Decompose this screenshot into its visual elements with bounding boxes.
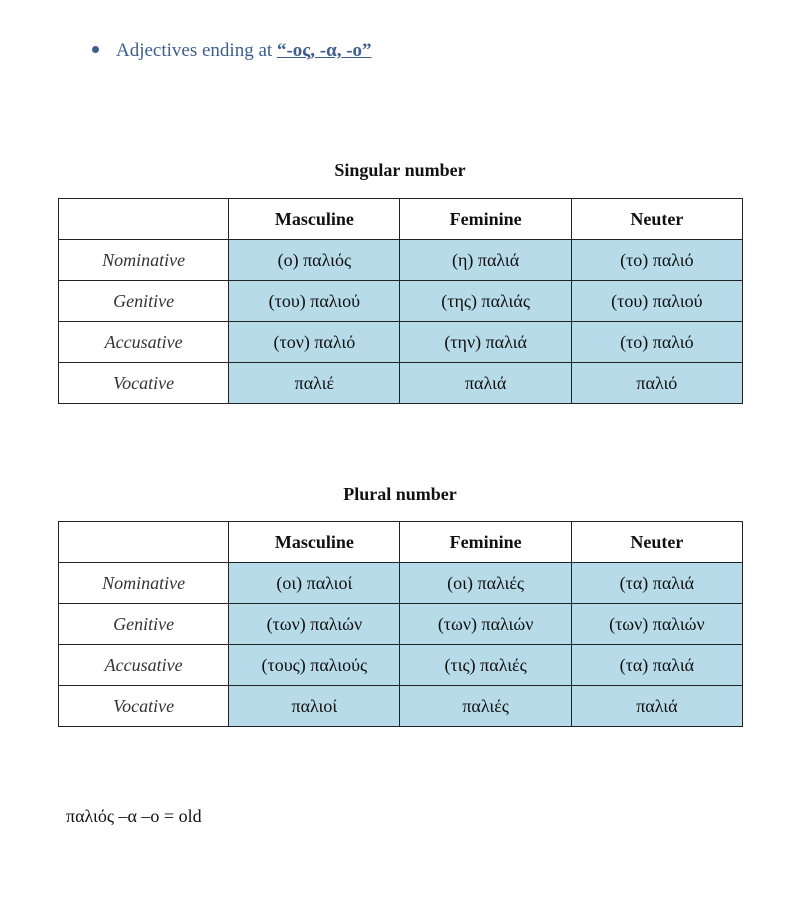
case-label: Genitive [59,281,229,322]
singular-table-title: Singular number [334,160,466,180]
singular-declension-table [58,198,743,404]
form-cell: παλιοί [229,686,400,727]
form-cell: (τις) παλιές [400,645,571,686]
table-header-row [59,199,743,240]
form-cell: (του) παλιού [229,281,400,322]
header-masculine: Masculine [229,522,400,563]
form-cell: παλιά [400,363,571,404]
form-cell: (της) παλιάς [400,281,571,322]
form-cell: (τα) παλιά [571,645,742,686]
form-cell: (των) παλιών [229,604,400,645]
plural-table-title: Plural number [343,484,457,504]
form-cell: (τα) παλιά [571,563,742,604]
form-cell: παλιό [571,363,742,404]
form-cell: (την) παλιά [400,322,571,363]
case-label: Vocative [59,363,229,404]
header-masculine: Masculine [229,199,400,240]
form-cell: (τους) παλιούς [229,645,400,686]
header-cell [59,199,229,240]
case-label: Nominative [59,563,229,604]
case-label: Accusative [59,645,229,686]
bullet-item [92,40,372,62]
form-cell: (των) παλιών [571,604,742,645]
header-neuter: Neuter [571,522,742,563]
bullet-dot-icon [92,46,99,53]
vocabulary-gloss: παλιός –α –ο = old [66,806,202,826]
bullet-text: Adjectives ending at [116,40,277,61]
form-cell: (το) παλιό [571,240,742,281]
form-cell: παλιά [571,686,742,727]
table-row [59,322,743,363]
table-row [59,240,743,281]
form-cell: (το) παλιό [571,322,742,363]
form-cell: (οι) παλιές [400,563,571,604]
plural-declension-table [58,521,743,727]
table-row [59,363,743,404]
bullet-ending: “-ος, -α, -ο” [276,40,372,61]
form-cell: (τον) παλιό [229,322,400,363]
header-neuter: Neuter [571,199,742,240]
case-label: Vocative [59,686,229,727]
table-header-row [59,522,743,563]
form-cell: παλιέ [229,363,400,404]
header-feminine: Feminine [400,199,571,240]
table-row [59,281,743,322]
case-label: Nominative [59,240,229,281]
case-label: Accusative [59,322,229,363]
table-row [59,604,743,645]
table-row [59,645,743,686]
header-feminine: Feminine [400,522,571,563]
form-cell: (η) παλιά [400,240,571,281]
case-label: Genitive [59,604,229,645]
form-cell: (οι) παλιοί [229,563,400,604]
form-cell: (των) παλιών [400,604,571,645]
table-row [59,686,743,727]
table-row [59,563,743,604]
form-cell: (του) παλιού [571,281,742,322]
header-cell [59,522,229,563]
form-cell: παλιές [400,686,571,727]
form-cell: (ο) παλιός [229,240,400,281]
